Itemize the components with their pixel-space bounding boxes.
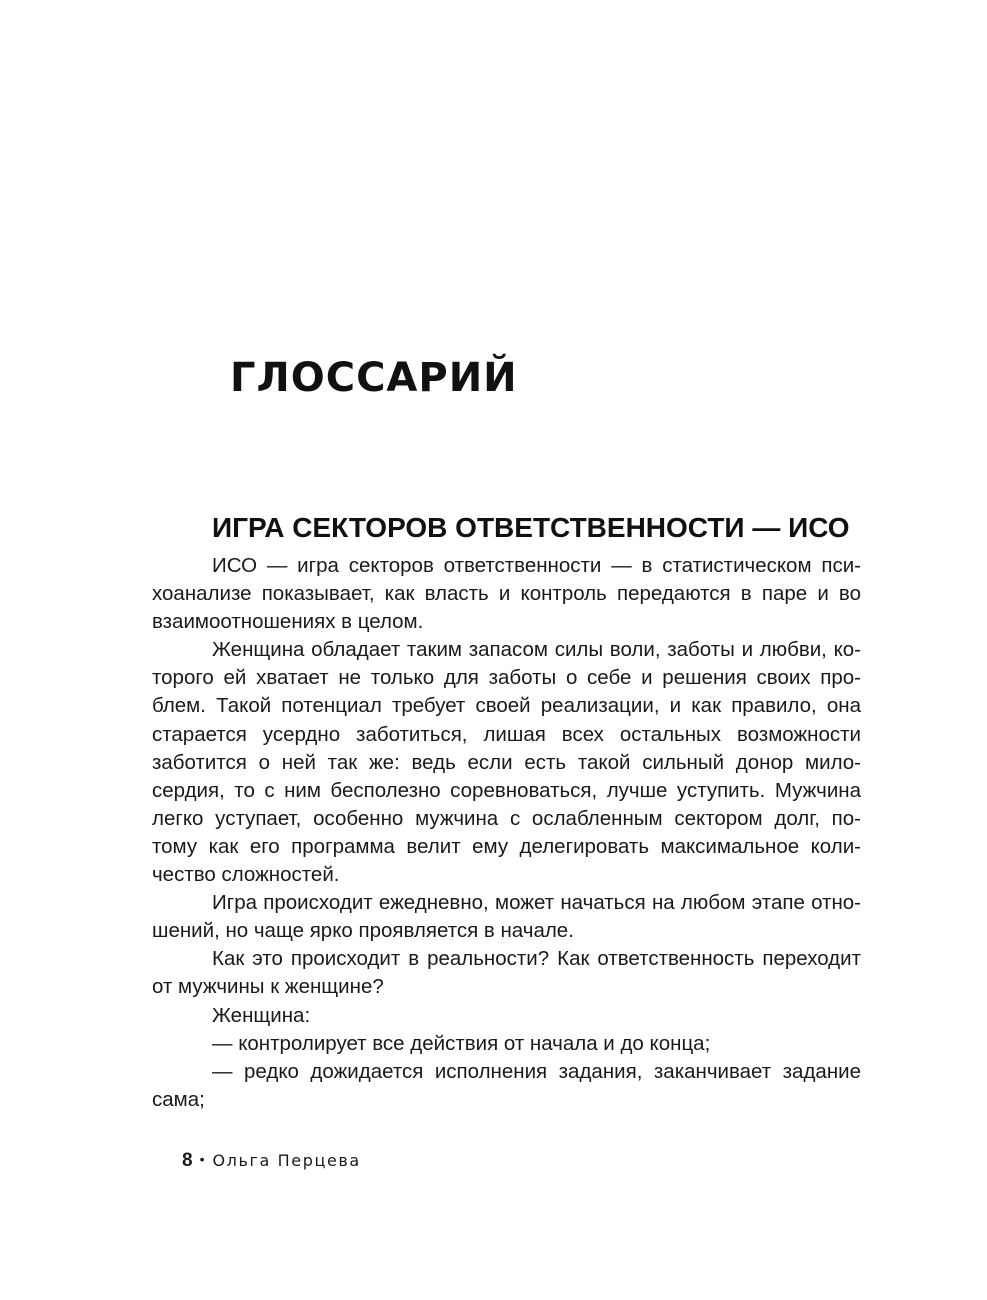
paragraph bbox=[152, 945, 861, 1001]
section-title: ИГРА СЕКТОРОВ ОТВЕТСТВЕННОСТИ — ИСО bbox=[212, 512, 850, 543]
text-line: легко уступает, особенно мужчина с ослабленным сектором долг, по- bbox=[152, 806, 861, 830]
paragraph bbox=[152, 552, 861, 636]
text-line: шений, но чаще ярко проявляется в начале. bbox=[152, 919, 574, 943]
page-number: 8 bbox=[182, 1150, 193, 1171]
text-line: Женщина: bbox=[212, 1003, 311, 1027]
text-line: ИСО — игра секторов ответственности — в статистическом пси- bbox=[212, 554, 861, 577]
paragraph bbox=[152, 889, 861, 945]
text-line: — контролирует все действия от начала и до конца; bbox=[212, 1031, 711, 1055]
text-line: Как это происходит в реальности? Как ответственность переходит bbox=[212, 947, 861, 971]
bullet-separator: • bbox=[199, 1151, 205, 1167]
chapter-title: ГЛОССАРИЙ bbox=[230, 355, 518, 401]
text-line: — редко дожидается исполнения задания, заканчивает задание bbox=[212, 1059, 861, 1083]
author-name: Ольга Перцева bbox=[212, 1151, 361, 1170]
text-line: заботится о ней так же: ведь если есть такой сильный донор мило- bbox=[152, 750, 861, 774]
body-text bbox=[152, 552, 861, 1114]
text-line: от мужчины к женщине? bbox=[152, 975, 384, 999]
text-line: сама; bbox=[152, 1087, 205, 1111]
list-item bbox=[152, 1058, 861, 1114]
text-line: взаимоотношениях в целом. bbox=[152, 610, 424, 634]
text-line: торого ей хватает не только для заботы о себе и решения своих про- bbox=[152, 666, 861, 690]
text-line: Женщина обладает таким запасом силы воли, заботы и любви, ко- bbox=[212, 638, 861, 662]
text-line: сердия, то с ним бесполезно соревноваться, лучше уступить. Мужчина bbox=[152, 778, 861, 802]
text-line: хоанализе показывает, как власть и контроль передаются в паре и во bbox=[152, 582, 861, 606]
page-footer bbox=[182, 1146, 361, 1174]
text-line: блем. Такой потенциал требует своей реализации, и как правило, она bbox=[152, 694, 861, 718]
text-line: чество сложностей. bbox=[152, 863, 340, 887]
paragraph bbox=[212, 1002, 861, 1030]
text-line: тому как его программа велит ему делегировать максимальное коли- bbox=[152, 834, 861, 858]
list-item bbox=[212, 1030, 861, 1058]
text-line: Игра происходит ежедневно, может начаться на любом этапе отно- bbox=[212, 891, 861, 915]
paragraph bbox=[152, 636, 861, 889]
text-line: старается усердно заботиться, лишая всех остальных возможности bbox=[152, 722, 861, 746]
